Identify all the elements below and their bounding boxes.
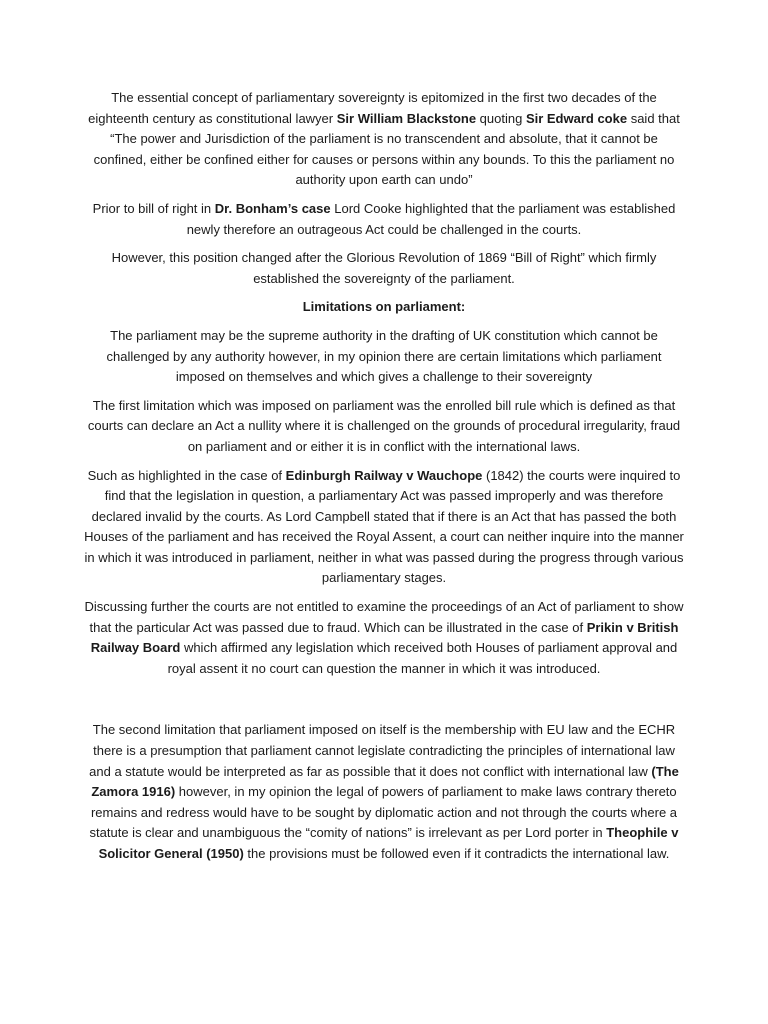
text-run: (1842) the courts were inquired to find that the legislation in question, a parliamentary Act was passed improperly and was therefore declared invalid by the courts. As Lord Campbell stated that if there is an Act that has passed the both Houses of the parliament and has received the Royal Assent, a court can neither inquire into the manner in which it was introduced in parliament, neither in what was passed during the progress through various parliamentary stages. <box>84 467 684 586</box>
text-run: which affirmed any legislation which received both Houses of parliament approval and royal assent it no court can question the manner in which it was introduced. <box>167 640 678 676</box>
bold-citation: Edinburgh Railway v Wauchope <box>285 467 483 483</box>
second-limitation-section <box>84 720 684 864</box>
bold-citation: Prikin v British Railway Board <box>90 619 679 656</box>
paragraph <box>84 396 684 458</box>
paragraph <box>84 597 684 679</box>
text-run: Lord Cooke highlighted that the parliament was established newly therefore an outrageous Act could be challenged in the courts. <box>186 200 676 237</box>
bold-citation: (The Zamora 1916) <box>91 763 679 800</box>
text-run: The parliament may be the supreme authority in the drafting of UK constitution which cannot be challenged by any authority however, in my opinion there are certain limitations which parliament imposed on themselves and which gives a challenge to their sovereignty <box>106 327 662 385</box>
limitations-section <box>84 326 684 680</box>
paragraph <box>84 466 684 590</box>
text-run: Discussing further the courts are not entitled to examine the proceedings of an Act of parliament to show that the particular Act was passed due to fraud. Which can be illustrated in the case of <box>84 599 684 635</box>
bold-citation: Dr. Bonham’s case <box>214 200 331 216</box>
paragraph <box>84 248 684 289</box>
text-run: quoting <box>476 110 526 126</box>
text-run: The second limitation that parliament imposed on itself is the membership with EU law and the ECHR there is a presumption that parliament cannot legislate contradicting the principles of international law and a statute would be interpreted as far as possible that it does not conflict with international law <box>89 722 676 779</box>
bold-citation: Sir Edward coke <box>525 110 628 126</box>
text-run: the provisions must be followed even if it contradicts the international law. <box>243 846 670 861</box>
bold-citation: Sir William Blackstone <box>336 110 477 126</box>
text-run: However, this position changed after the Glorious Revolution of 1869 “Bill of Right” which firmly established the sovereignty of the parliament. <box>111 250 657 286</box>
section-heading: Limitations on parliament: <box>302 299 466 315</box>
section-gap <box>84 687 684 720</box>
text-run: The first limitation which was imposed on parliament was the enrolled bill rule which is defined as that courts can declare an Act a nullity where it is challenged on the grounds of procedural irregularity, fraud on parliament and or either it is in conflict with the international laws. <box>87 397 681 454</box>
text-run: The essential concept of parliamentary sovereignty is epitomized in the first two decades of the eighteenth century as constitutional lawyer <box>88 90 657 126</box>
text-run: Prior to bill of right in <box>92 200 215 216</box>
intro-section <box>84 88 684 289</box>
text-run: however, in my opinion the legal of powers of parliament to make laws contrary thereto remains and redress would have to be sought by diplomatic action and not through the courts where a statute is clear and unambiguous the “comity of nations” is irrelevant as per Lord porter in <box>89 784 678 841</box>
paragraph <box>84 720 684 864</box>
text-run: said that “The power and Jurisdiction of the parliament is no transcendent and absolute, that it cannot be confined, either be confined either for causes or persons within any bounds. To this the parliament no authority upon earth can undo” <box>93 110 680 188</box>
document-page <box>84 88 684 873</box>
paragraph <box>84 88 684 191</box>
paragraph <box>84 199 684 240</box>
text-run: Such as highlighted in the case of <box>87 467 286 483</box>
bold-citation: Theophile v Solicitor General (1950) <box>98 825 679 861</box>
paragraph <box>84 326 684 388</box>
